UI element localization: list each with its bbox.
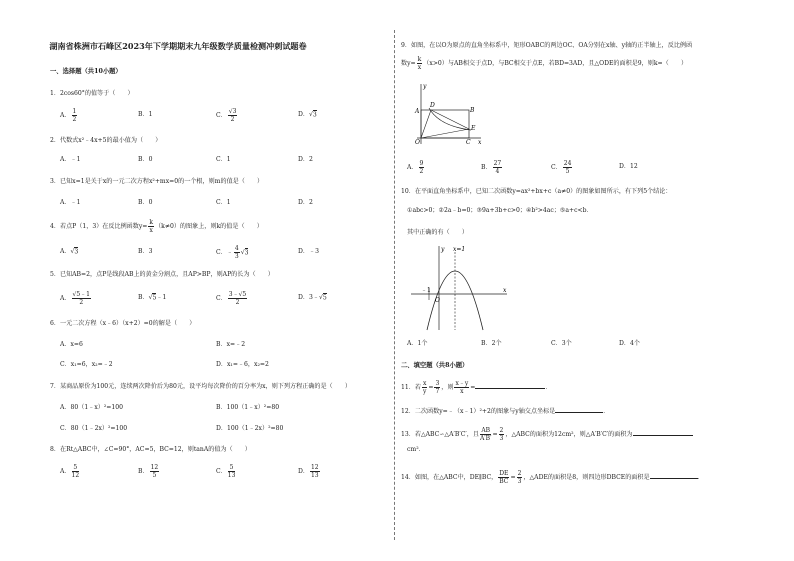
answer-blank[interactable] <box>555 406 603 413</box>
option-d[interactable]: D．3﹣√5 <box>298 294 327 301</box>
option-d[interactable]: D．x₁=﹣6，x₂=2 <box>216 361 269 368</box>
q9-figure <box>409 80 485 146</box>
question-6-stem: 6．一元二次方程（x﹣6）（x+2）=0的解是（ ） <box>50 320 196 327</box>
option-d[interactable]: D．√3 <box>298 111 317 118</box>
label-axis: x=1 <box>453 246 466 253</box>
label-d: D <box>430 102 435 109</box>
question-7-options <box>48 404 393 418</box>
option-d[interactable]: D．2 <box>298 199 313 206</box>
option-b[interactable]: B．√5﹣1 <box>138 294 167 301</box>
option-c[interactable]: C． $\frac{24}{5}$ <box>551 160 572 175</box>
segment-oe <box>421 129 469 138</box>
label-o: O <box>415 139 420 146</box>
question-9-line-2: 数y= $\frac{k}{x}$ （x>0）与AB相交于点D，与BC相交于点E，若BD=3AD，且△ODE的面积是9，则k=（ ） <box>401 56 688 71</box>
label-o: O <box>435 297 440 304</box>
section-heading: 二、填空题（共8小题） <box>401 362 469 369</box>
question-10-line-1: 10．在平面直角坐标系中，已知二次函数y=ax²+bx+c（a≠0）的图象如图所示，有下列5个结论： <box>401 188 672 195</box>
option-b[interactable]: B．100（1﹣x）²=80 <box>216 404 280 411</box>
label-b: B <box>470 107 475 114</box>
option-d[interactable]: D． $\frac{12}{13}$ <box>298 464 319 479</box>
label-neg1: ﹣1 <box>421 287 431 294</box>
option-c[interactable]: C．3个 <box>551 340 572 347</box>
option-a[interactable]: A．√3 <box>60 248 79 255</box>
option-a[interactable]: A． $\frac{√5﹣1}{2}$ <box>60 291 90 306</box>
question-12: 12．二次函数y=﹣（x﹣1）²+2的图象与y轴交点坐标是 ． <box>401 408 610 415</box>
option-c[interactable]: C． $\frac{3﹣√5}{2}$ <box>216 291 247 306</box>
option-d[interactable]: D．100（1﹣2x）²=80 <box>216 425 284 432</box>
question-4-stem: 4．若点P（1，3）在反比例函数y= $\frac{k}{x}$ （k≠0）的图象上，则k的值是（ ） <box>50 219 263 234</box>
option-c[interactable]: C．1 <box>216 199 231 206</box>
question-6-options <box>48 341 393 355</box>
label-x: x <box>503 287 507 294</box>
question-3-stem: 3．已知x=1是关于x的一元二次方程x²+mx=0的一个根，则m的值是（ ） <box>50 178 264 185</box>
question-10-conclusions: ①abc>0；②2a﹣b=0；③9a+3b+c>0；④b²>4ac；⑤a+c<b． <box>407 207 593 214</box>
question-9-options <box>401 160 746 174</box>
label-y: y <box>441 246 445 253</box>
option-a[interactable]: A．1个 <box>407 340 428 347</box>
option-d[interactable]: D．12 <box>619 163 638 170</box>
segment-od <box>421 110 431 138</box>
question-5-options <box>48 291 393 305</box>
option-c[interactable]: C．1 <box>216 156 231 163</box>
question-7-stem: 7．某商品原价为100元，连续两次降价后为80元，设平均每次降价的百分率为x，则下列方程正确的是（ ） <box>50 383 351 390</box>
option-c[interactable]: C． $\frac{5}{13}$ <box>216 464 236 479</box>
option-a[interactable]: A．80（1﹣x）²=100 <box>60 404 124 411</box>
section-heading: 一、选择题（共10小题） <box>50 68 122 75</box>
question-1-stem: 1．2cos60°的值等于（ ） <box>50 90 134 97</box>
option-d[interactable]: D．2 <box>298 156 313 163</box>
question-2-stem: 2．代数式x²﹣4x+5的最小值为（ ） <box>50 137 162 144</box>
option-c[interactable]: C． $\frac{√3}{2}$ <box>216 108 237 123</box>
question-8-options <box>48 464 393 478</box>
option-b[interactable]: B． $\frac{12}{5}$ <box>138 464 159 479</box>
option-a[interactable]: A． $\frac{1}{2}$ <box>60 108 77 123</box>
q10-figure <box>409 242 509 332</box>
option-b[interactable]: B．3 <box>138 248 153 255</box>
option-b[interactable]: B．0 <box>138 199 153 206</box>
question-1-options <box>48 108 393 122</box>
option-b[interactable]: B．x=﹣2 <box>216 341 246 348</box>
answer-blank[interactable] <box>633 429 693 436</box>
question-2-options <box>48 156 393 170</box>
option-b[interactable]: B．0 <box>138 156 153 163</box>
question-6-options-row-2 <box>48 361 393 375</box>
option-c[interactable]: C．80（1﹣2x）²=100 <box>60 425 128 432</box>
question-14: 14．如图，在△ABC中，DE∥BC， $\frac{DE}{BC}$ = $\frac{2}{3}$ ，△ADE的面积是8，则四边形DBCE的面积是 ． <box>401 470 704 485</box>
question-7-options-row-2 <box>48 425 393 439</box>
question-9-line-1: 9．如图，在以O为原点的直角坐标系中，矩形OABC的两边OC、OA分别在x轴、y轴的正半轴上，反比例函 <box>401 42 693 49</box>
question-13: 13．若△ABC∽△A′B′C′，且 $\frac{AB}{A'B'}$ = $\frac{2}{3}$ ，△ABC的面积为12cm²，则△A′B′C′的面积为 <box>401 427 693 442</box>
option-a[interactable]: A．x=6 <box>60 341 83 348</box>
option-d[interactable]: D．﹣3 <box>298 248 319 255</box>
option-a[interactable]: A． $\frac{5}{12}$ <box>60 464 80 479</box>
question-10-line-3: 其中正确的有（ ） <box>407 229 468 236</box>
question-11: 11．若 $\frac{x}{y}$ = $\frac{3}{7}$ ，则 $\frac{x﹣y}{x}$ = ． <box>401 380 552 395</box>
question-13-unit: cm²． <box>407 446 425 453</box>
question-5-stem: 5．已知AB=2，点P是线段AB上的黄金分割点，且AP>BP，则AP的长为（ ） <box>50 271 274 278</box>
option-a[interactable]: A．﹣1 <box>60 156 81 163</box>
question-4-options <box>48 245 393 259</box>
option-d[interactable]: D．4个 <box>619 340 640 347</box>
answer-blank[interactable] <box>475 382 545 389</box>
option-b[interactable]: B． $\frac{27}{4}$ <box>481 160 502 175</box>
option-b[interactable]: B．1 <box>138 111 153 118</box>
question-8-stem: 8．在Rt△ABC中，∠C=90°，AC=5，BC=12，则tanA的值为（ ） <box>50 446 251 453</box>
label-e: E <box>471 125 476 132</box>
column-divider <box>394 30 395 540</box>
option-b[interactable]: B．2个 <box>481 340 502 347</box>
question-3-options <box>48 199 393 213</box>
option-a[interactable]: A． $\frac{9}{2}$ <box>407 160 424 175</box>
label-x: x <box>478 139 482 146</box>
label-a: A <box>415 108 420 115</box>
page-title: 湖南省株洲市石峰区2023年下学期期末九年级数学质量检测冲刺试题卷 <box>49 41 307 51</box>
label-y: y <box>423 83 427 90</box>
question-10-options <box>401 340 746 354</box>
option-c[interactable]: C．x₁=6，x₂=﹣2 <box>60 361 113 368</box>
segment-de <box>431 110 469 129</box>
option-a[interactable]: A．﹣1 <box>60 199 81 206</box>
option-c[interactable]: C．﹣ $\frac{4}{3}$ √3 <box>216 245 249 260</box>
label-c: C <box>466 139 471 146</box>
answer-blank[interactable] <box>650 472 698 479</box>
